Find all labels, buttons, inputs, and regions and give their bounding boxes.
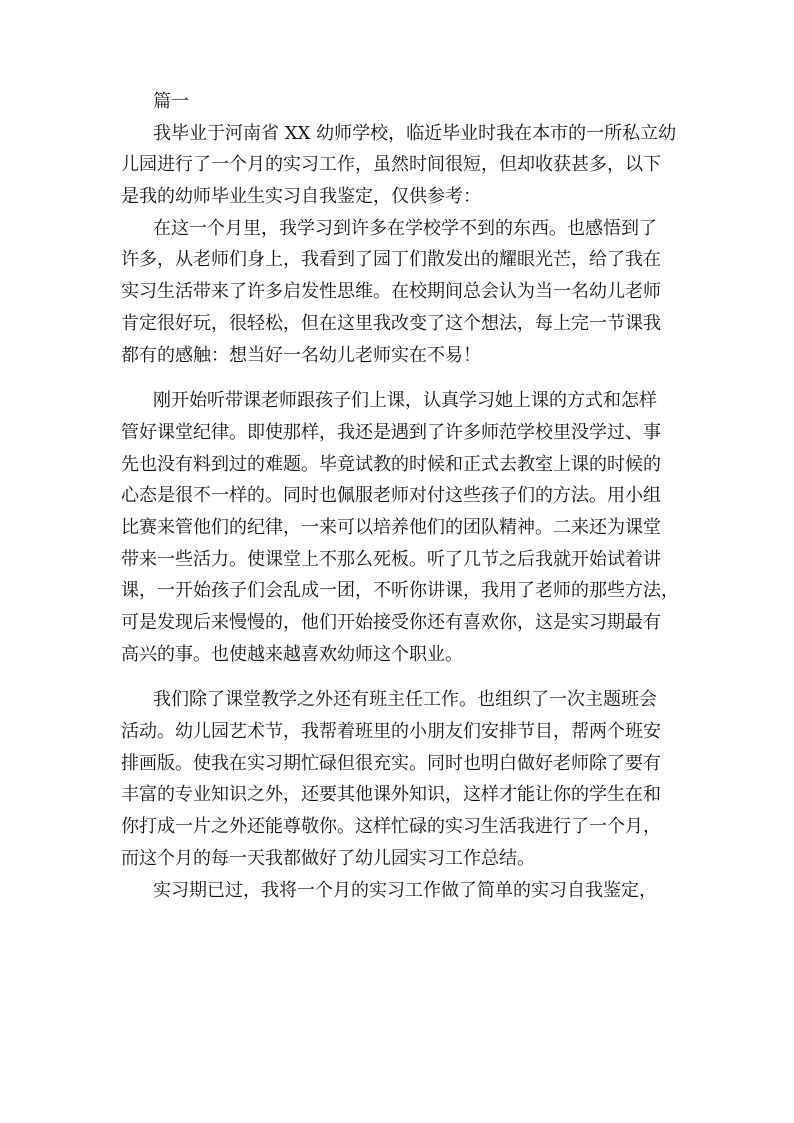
paragraph-line: 高兴的事。也使越来越喜欢幼师这个职业。 (121, 643, 463, 665)
paragraph-1 (121, 118, 681, 213)
paragraph-line: 我们除了课堂教学之外还有班主任工作。也组织了一次主题班会 (153, 689, 657, 711)
paragraph-line: 肯定很好玩，很轻松，但在这里我改变了这个想法，每上完一节课我 (121, 312, 661, 334)
document-body (121, 86, 681, 906)
paragraph-line: 实习生活带来了许多启发性思维。在校期间总会认为当一名幼儿老师 (121, 281, 661, 303)
paragraph-line: 是我的幼师毕业生实习自我鉴定，仅供参考： (121, 186, 481, 208)
paragraph-2 (121, 213, 681, 371)
paragraph-line: 排画版。使我在实习期忙碌但很充实。同时也明白做好老师除了要有 (121, 752, 661, 774)
paragraph-line: 许多，从老师们身上，我看到了园丁们散发出的耀眼光芒，给了我在 (121, 249, 661, 271)
paragraph-line: 在这一个月里，我学习到许多在学校学不到的东西。也感悟到了 (153, 217, 657, 239)
paragraph-line: 实习期已过，我将一个月的实习工作做了简单的实习自我鉴定， (153, 879, 657, 901)
paragraph-line: 而这个月的每一天我都做好了幼儿园实习工作总结。 (121, 847, 535, 869)
section-heading: 篇一 (153, 91, 189, 112)
paragraph-gap (121, 670, 681, 684)
paragraph-line: 管好课堂纪律。即使那样，我还是遇到了许多师范学校里没学过、事 (121, 421, 661, 443)
paragraph-line: 比赛来管他们的纪律，一来可以培养他们的团队精神。二来还为课堂 (121, 516, 661, 538)
paragraph-4 (121, 684, 681, 874)
paragraph-line: 刚开始听带课老师跟孩子们上课，认真学习她上课的方式和怎样 (153, 390, 657, 412)
paragraph-3 (121, 385, 681, 670)
paragraph-line: 心态是很不一样的。同时也佩服老师对付这些孩子们的方法。用小组 (121, 485, 661, 507)
paragraph-line: 先也没有料到过的难题。毕竟试教的时候和正式去教室上课的时候的 (121, 453, 661, 475)
paragraph-line: 可是发现后来慢慢的，他们开始接受你还有喜欢你，这是实习期最有 (121, 612, 661, 633)
paragraph-line: 儿园进行了一个月的实习工作，虽然时间很短，但却收获甚多，以下 (121, 154, 661, 176)
paragraph-gap (121, 371, 681, 385)
paragraph-line: 活动。幼儿园艺术节，我帮着班里的小朋友们安排节目，帮两个班安 (121, 721, 661, 743)
paragraph-line: 带来一些活力。使课堂上不那么死板。听了几节之后我就开始试着讲 (121, 548, 661, 570)
paragraph-line: 你打成一片之外还能尊敬你。这样忙碌的实习生活我进行了一个月， (121, 816, 661, 838)
paragraph-line: 丰富的专业知识之外，还要其他课外知识，这样才能让你的学生在和 (121, 784, 661, 806)
paragraph-line: 课，一开始孩子们会乱成一团，不听你讲课，我用了老师的那些方法， (121, 580, 679, 602)
paragraph-line: 我毕业于河南省 XX 幼师学校，临近毕业时我在本市的一所私立幼 (153, 122, 677, 144)
paragraph-5 (121, 875, 681, 907)
paragraph-line: 都有的感触：想当好一名幼儿老师实在不易！ (121, 344, 481, 366)
